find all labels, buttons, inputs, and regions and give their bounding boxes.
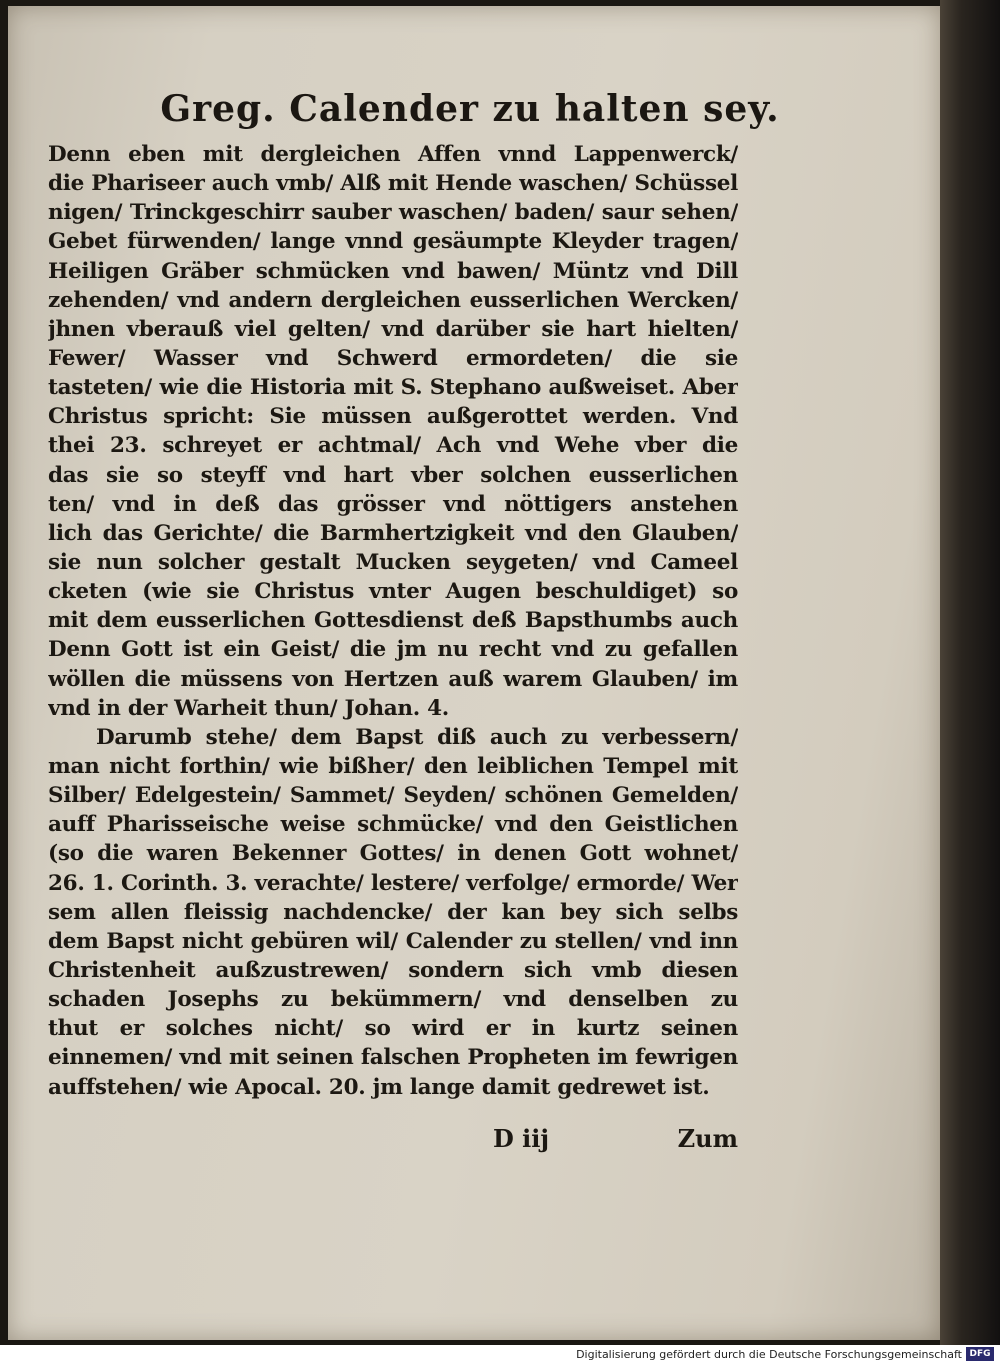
text-line: das sie so steyff vnd hart vber solchen eusserlichen bbox=[48, 462, 738, 488]
text-line: ten/ vnd in deß das grösser vnd nöttigers anstehen bbox=[48, 491, 738, 517]
text-line: Denn Gott ist ein Geist/ die jm nu recht vnd zu gefallen bbox=[48, 637, 738, 663]
footer-credit: Digitalisierung gefördert durch die Deutsche Forschungsgemeinschaft bbox=[576, 1348, 962, 1361]
text-line: auff Pharisseische weise schmücke/ vnd den Geistlichen bbox=[48, 812, 738, 838]
text-line: mit dem eusserlichen Gottesdienst deß Bapsthumbs auch bbox=[48, 608, 738, 634]
running-header: Greg. Calender zu halten sey. bbox=[160, 88, 780, 130]
text-line: nigen/ Trinckgeschirr sauber waschen/ baden/ saur sehen/ bbox=[48, 200, 738, 226]
text-line: jhnen vberauß viel gelten/ vnd darüber sie hart hielten/ bbox=[48, 316, 738, 342]
text-line: Gebet fürwenden/ lange vnnd gesäumpte Kleyder tragen/ bbox=[48, 229, 738, 255]
text-line: Silber/ Edelgestein/ Sammet/ Seyden/ schönen Gemelden/ bbox=[48, 783, 738, 809]
text-line: Denn eben mit dergleichen Affen vnnd Lappenwerck/ bbox=[48, 142, 738, 167]
text-line: tasteten/ wie die Historia mit S. Stephano außweiset. Aber bbox=[48, 375, 738, 401]
text-line: Christus spricht: Sie müssen außgerottet werden. Vnd bbox=[48, 404, 738, 430]
text-line: (so die waren Bekenner Gottes/ in denen Gott wohnet/ bbox=[48, 841, 738, 867]
text-line: einnemen/ vnd mit seinen falschen Propheten im fewrigen bbox=[48, 1045, 738, 1071]
page-edge bbox=[940, 0, 1000, 1345]
text-line: sem allen fleissig nachdencke/ der kan bey sich selbs bbox=[48, 899, 738, 925]
text-line: sie nun solcher gestalt Mucken seygeten/ vnd Cameel bbox=[48, 549, 738, 575]
text-line: dem Bapst nicht gebüren wil/ Calender zu stellen/ vnd inn bbox=[48, 928, 738, 954]
text-line: thut er solches nicht/ so wird er in kurtz seinen bbox=[48, 1016, 738, 1042]
text-line: wöllen die müssens von Hertzen auß warem Glauben/ im bbox=[48, 666, 738, 692]
text-line: zehenden/ vnd andern dergleichen eusserlichen Wercken/ bbox=[48, 287, 738, 313]
text-line: 26. 1. Corinth. 3. verachte/ lestere/ verfolge/ ermorde/ Wer bbox=[48, 870, 738, 896]
text-line: die Phariseer auch vmb/ Alß mit Hende waschen/ Schüssel bbox=[48, 171, 738, 197]
text-line: auffstehen/ wie Apocal. 20. jm lange damit gedrewet ist. bbox=[48, 1074, 710, 1100]
text-line: thei 23. schreyet er achtmal/ Ach vnd Wehe vber die bbox=[48, 433, 738, 459]
text-line: cketen (wie sie Christus vnter Augen beschuldiget) so bbox=[48, 579, 738, 605]
body-text bbox=[48, 140, 738, 1102]
dfg-logo-icon: DFG bbox=[966, 1347, 994, 1361]
text-line: Heiligen Gräber schmücken vnd bawen/ Müntz vnd Dill bbox=[48, 258, 738, 284]
text-line: schaden Josephs zu bekümmern/ vnd denselben zu bbox=[48, 987, 738, 1013]
text-line: Darumb stehe/ dem Bapst diß auch zu verbessern/ bbox=[96, 724, 738, 750]
text-line: Fewer/ Wasser vnd Schwerd ermordeten/ die sie bbox=[48, 345, 738, 371]
text-line: lich das Gerichte/ die Barmhertzigkeit vnd den Glauben/ bbox=[48, 520, 738, 546]
signature-mark: D iij bbox=[493, 1124, 550, 1153]
text-line: Christenheit außzustrewen/ sondern sich vmb diesen bbox=[48, 957, 738, 983]
text-line: vnd in der Warheit thun/ Johan. 4. bbox=[48, 695, 449, 721]
catchword: Zum bbox=[677, 1124, 738, 1153]
text-line: man nicht forthin/ wie bißher/ den leiblichen Tempel mit bbox=[48, 753, 738, 779]
footer-bar bbox=[0, 1345, 1000, 1365]
page-foot bbox=[48, 1124, 738, 1160]
